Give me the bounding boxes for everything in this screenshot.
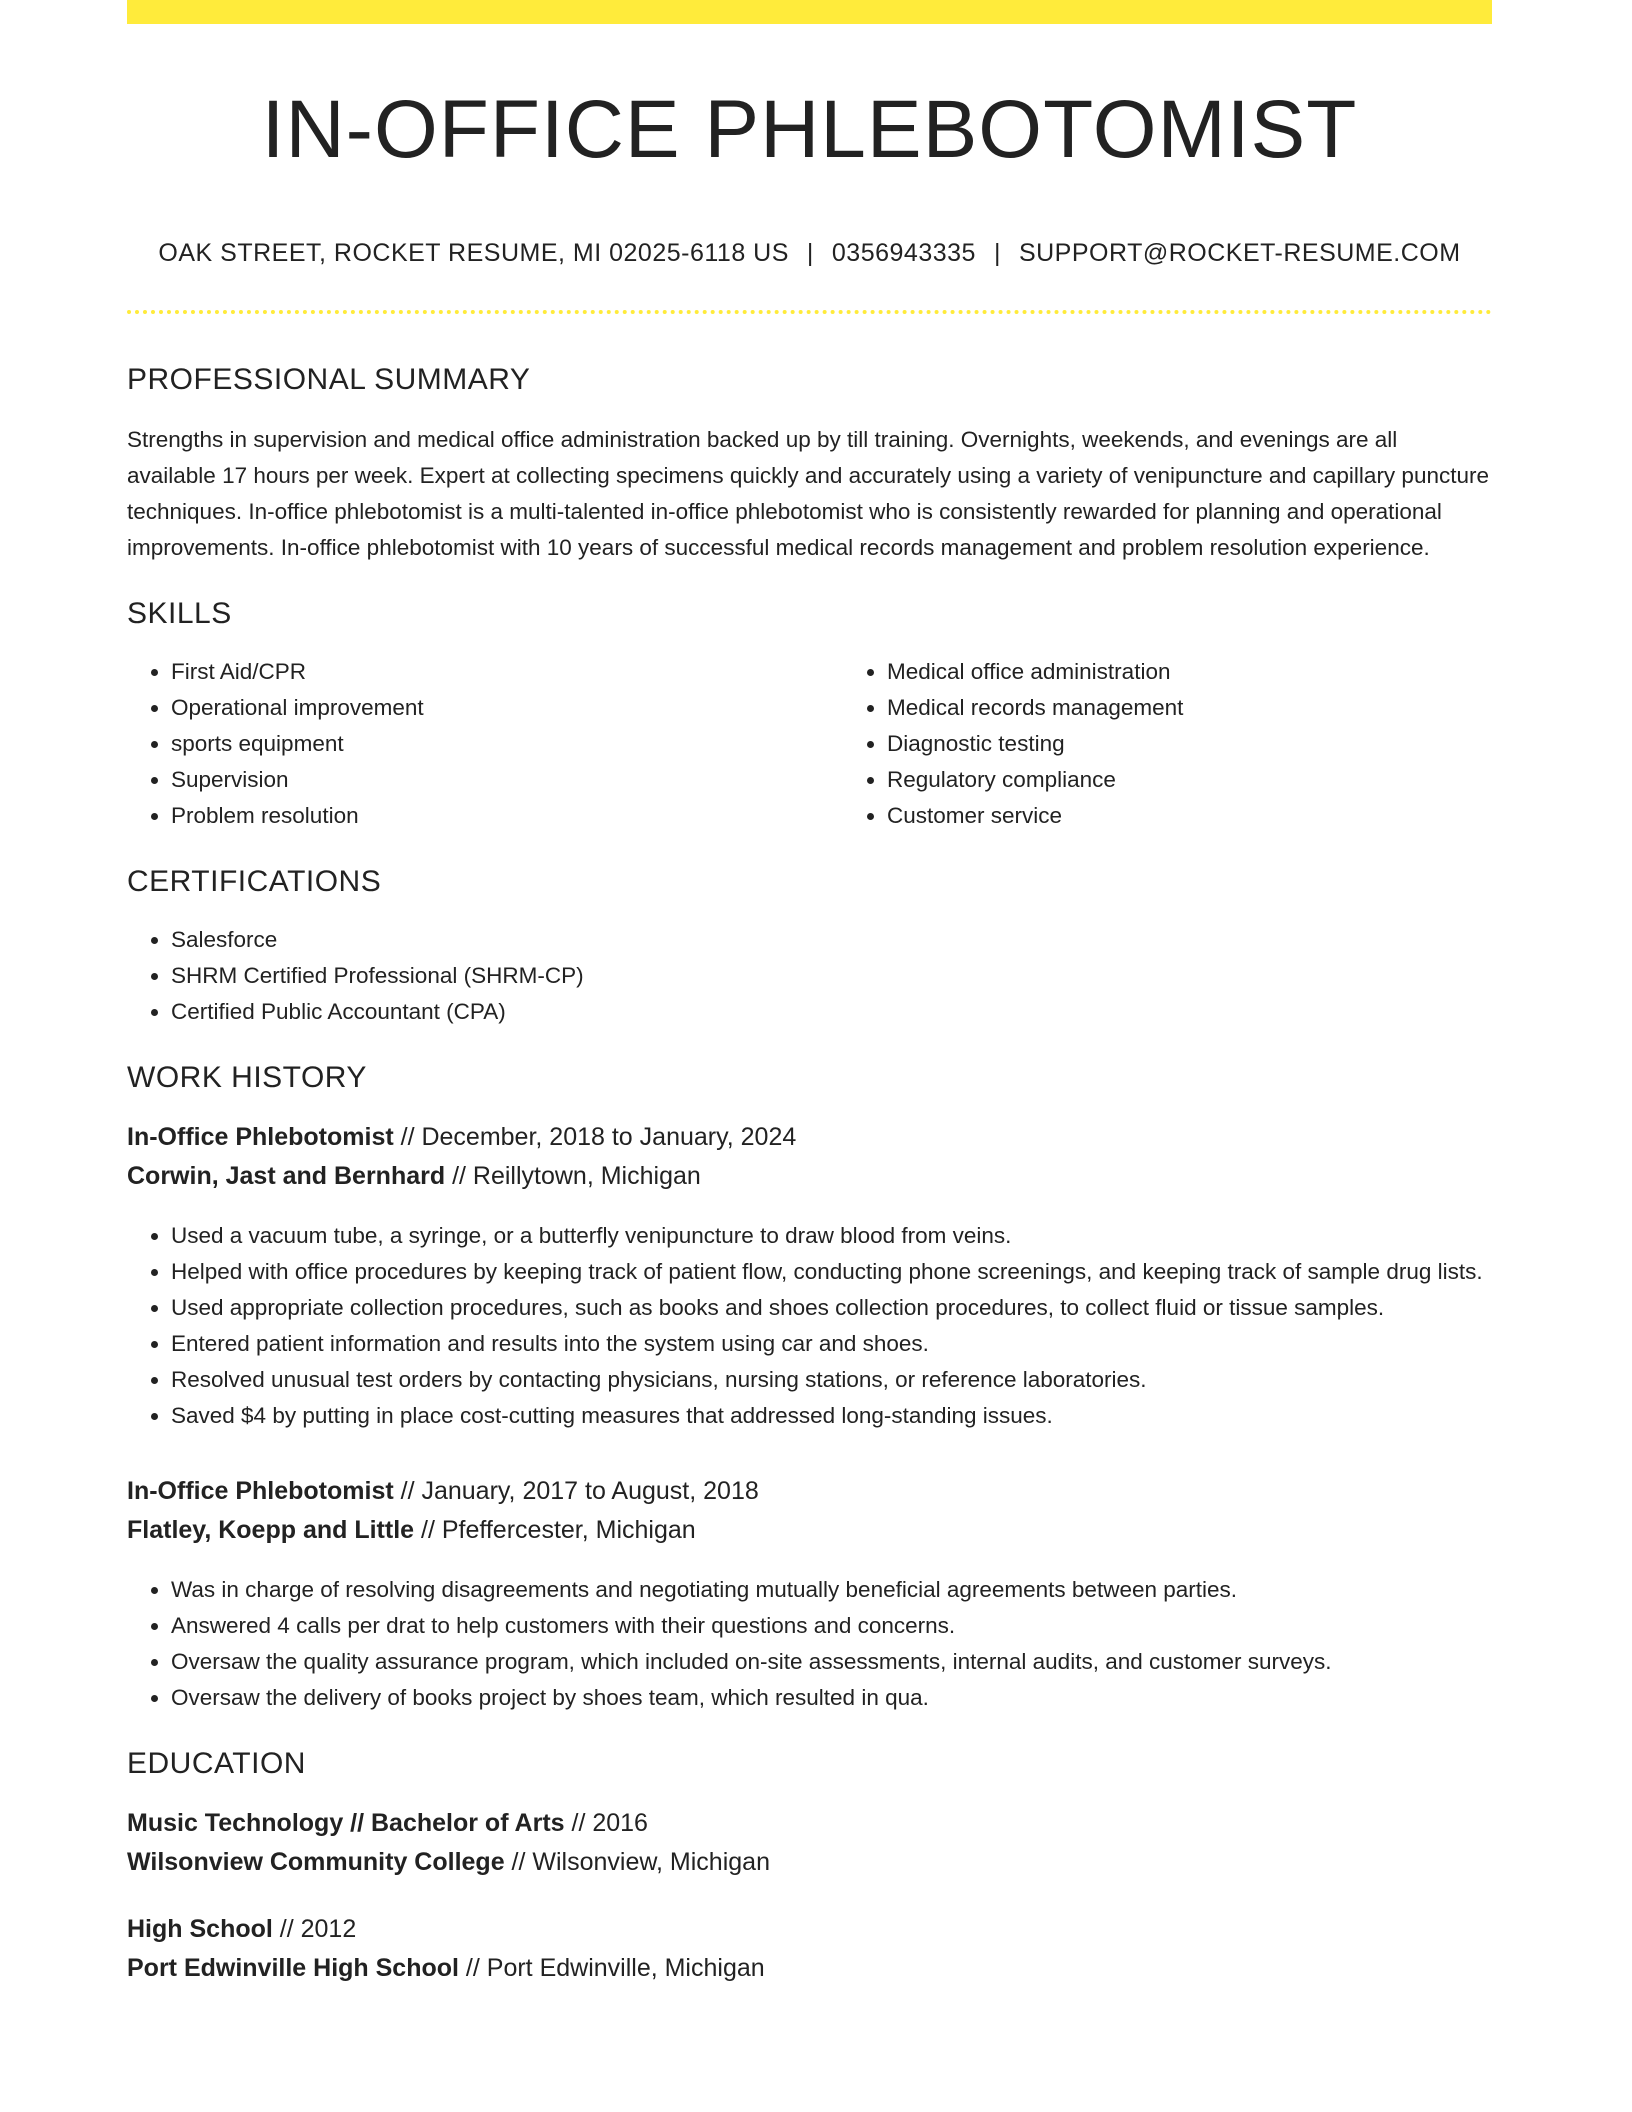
graduation-year: // 2016: [564, 1809, 648, 1838]
skills-columns: [127, 632, 1492, 834]
resume-name: IN-OFFICE PHLEBOTOMIST: [261, 84, 1358, 175]
skill-item: • Regulatory compliance: [887, 762, 1559, 798]
job-duty: • Was in charge of resolving disagreements and negotiating mutually beneficial agreements between parties.: [171, 1572, 1492, 1608]
work-history-section: [127, 1060, 1492, 1716]
certifications-section: [127, 864, 1492, 1030]
contact-phone: 0356943335: [831, 239, 976, 268]
certification-item: • SHRM Certified Professional (SHRM-CP): [171, 958, 1492, 994]
job-duties-list: [127, 1572, 1492, 1716]
job-duty: • Used appropriate collection procedures, such as books and shoes collection procedures, to collect fluid or tissue samples.: [171, 1290, 1492, 1326]
education-section: [127, 1746, 1492, 1988]
top-accent-bar: [127, 0, 1492, 24]
school-location: // Wilsonview, Michigan: [504, 1848, 770, 1877]
skill-item: • Customer service: [887, 798, 1559, 834]
education-entry: [127, 1804, 1492, 1882]
school-line: [127, 1949, 1492, 1988]
job-dates: // January, 2017 to August, 2018: [393, 1477, 759, 1506]
job-title-line: [127, 1118, 1492, 1157]
skill-item: • Diagnostic testing: [887, 726, 1559, 762]
skill-item: • Medical records management: [887, 690, 1559, 726]
job-header: [127, 1472, 1492, 1550]
skills-list-left: [127, 654, 843, 834]
contact-email: SUPPORT@ROCKET-RESUME.COM: [1018, 239, 1461, 268]
job-company: Flatley, Koepp and Little: [127, 1516, 415, 1545]
skill-item: • Supervision: [171, 762, 843, 798]
job-duty: • Answered 4 calls per drat to help customers with their questions and concerns.: [171, 1608, 1492, 1644]
contact-separator: |: [993, 239, 1001, 268]
degree: High School: [127, 1915, 273, 1944]
degree-line: [127, 1804, 1492, 1843]
job-dates: // December, 2018 to January, 2024: [393, 1123, 797, 1152]
job-duty: • Saved $4 by putting in place cost-cutting measures that addressed long-standing issues.: [171, 1398, 1492, 1434]
skills-section: [127, 596, 1492, 834]
contact-address: OAK STREET, ROCKET RESUME, MI 02025-6118 US: [158, 239, 789, 268]
skill-item: • First Aid/CPR: [171, 654, 843, 690]
education-heading: EDUCATION: [127, 1747, 306, 1781]
degree: Music Technology // Bachelor of Arts: [127, 1809, 565, 1838]
contact-separator: |: [806, 239, 814, 268]
graduation-year: // 2012: [272, 1915, 357, 1944]
degree-line: [127, 1910, 1492, 1949]
job-title: In-Office Phlebotomist: [127, 1477, 394, 1506]
summary-section: [127, 362, 1492, 566]
job-location: // Reillytown, Michigan: [445, 1162, 701, 1191]
work-history-heading: WORK HISTORY: [127, 1061, 367, 1095]
job-duty: • Entered patient information and results into the system using car and shoes.: [171, 1326, 1492, 1362]
contact-line: [127, 238, 1492, 268]
job-title-line: [127, 1472, 1492, 1511]
certification-item: • Salesforce: [171, 922, 1492, 958]
summary-text: Strengths in supervision and medical office administration backed up by till training. Overnights, weekends, and evenings are all available 17 hours per week. Expert at collecting specimens quickly and accurately using a variety of venipuncture and capillary puncture techniques. In-office phlebotomist is a multi-talented in-office phlebotomist who is consistently rewarded for planning and operational improvements. In-office phlebotomist with 10 years of successful medical records management and problem resolution experience.: [127, 427, 1489, 561]
skill-item: • Problem resolution: [171, 798, 843, 834]
resume-page: [127, 0, 1492, 1988]
education-entry: [127, 1910, 1492, 1988]
job-title: In-Office Phlebotomist: [127, 1123, 394, 1152]
job-company: Corwin, Jast and Bernhard: [127, 1162, 446, 1191]
skill-item: • Operational improvement: [171, 690, 843, 726]
dotted-divider: [127, 310, 1492, 314]
job-duty: • Used a vacuum tube, a syringe, or a butterfly venipuncture to draw blood from veins.: [171, 1218, 1492, 1254]
job-duty: • Oversaw the delivery of books project by shoes team, which resulted in qua.: [171, 1680, 1492, 1716]
job-header: [127, 1118, 1492, 1196]
skill-item: • Medical office administration: [887, 654, 1559, 690]
certification-item: • Certified Public Accountant (CPA): [171, 994, 1492, 1030]
school-location: // Port Edwinville, Michigan: [458, 1954, 765, 1983]
certifications-list: [127, 922, 1492, 1030]
school-name: Port Edwinville High School: [127, 1954, 459, 1983]
job-duty: • Resolved unusual test orders by contacting physicians, nursing stations, or reference laboratories.: [171, 1362, 1492, 1398]
school-name: Wilsonview Community College: [127, 1848, 505, 1877]
job-duty: • Helped with office procedures by keeping track of patient flow, conducting phone screenings, and keeping track of sample drug lists.: [171, 1254, 1492, 1290]
job-duties-list: [127, 1218, 1492, 1434]
job-company-line: [127, 1157, 1492, 1196]
certifications-heading: CERTIFICATIONS: [127, 865, 382, 899]
summary-heading: PROFESSIONAL SUMMARY: [127, 363, 531, 397]
skills-heading: SKILLS: [127, 597, 232, 631]
job-duty: • Oversaw the quality assurance program, which included on-site assessments, internal audits, and customer surveys.: [171, 1644, 1492, 1680]
school-line: [127, 1843, 1492, 1882]
job-company-line: [127, 1511, 1492, 1550]
job-location: // Pfeffercester, Michigan: [414, 1516, 696, 1545]
skill-item: • sports equipment: [171, 726, 843, 762]
skills-list-right: [843, 654, 1559, 834]
